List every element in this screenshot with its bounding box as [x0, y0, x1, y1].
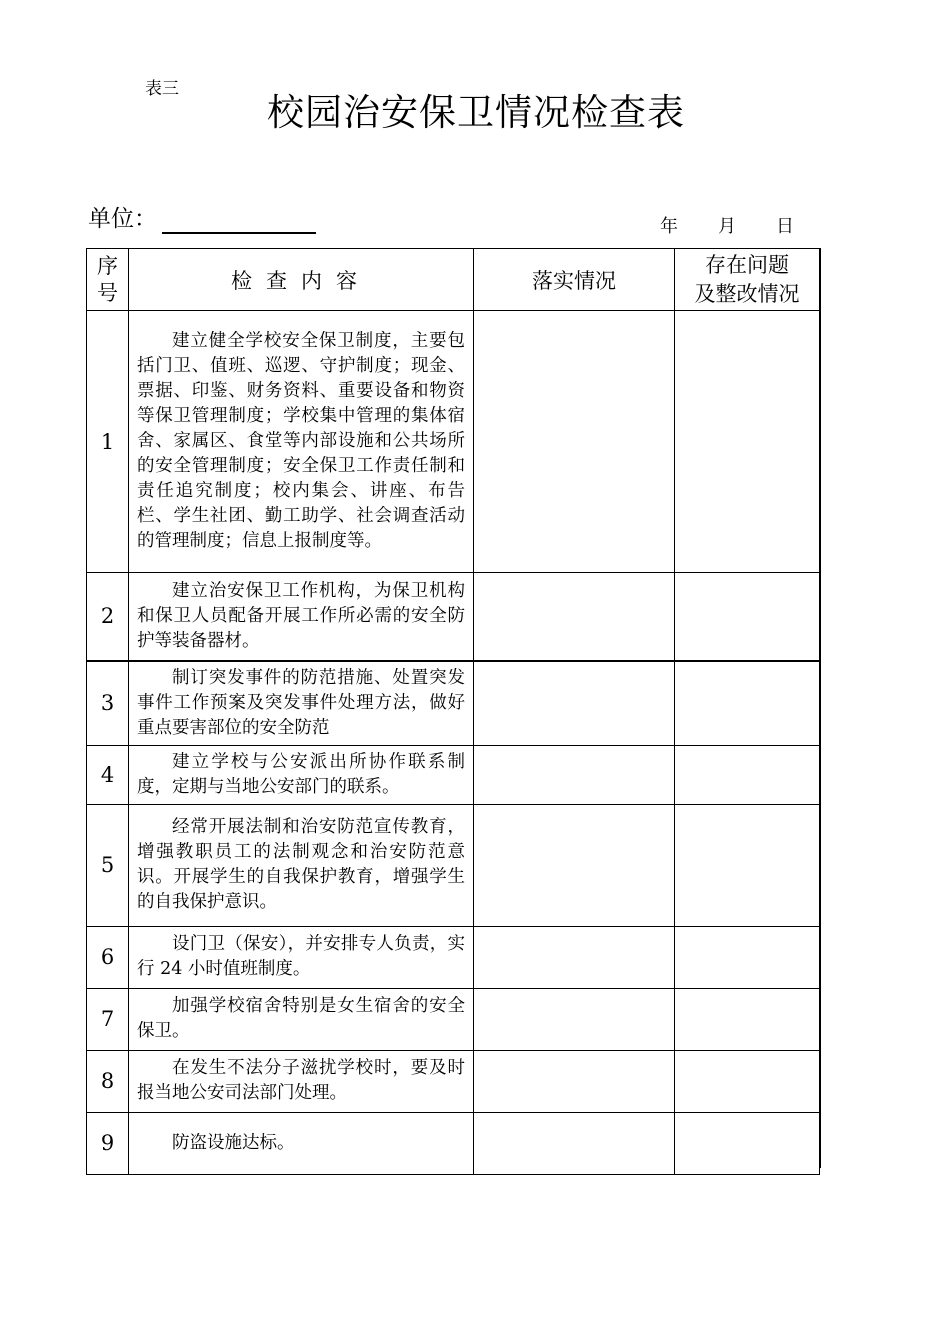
row-content-text: 防盗设施达标。	[172, 1132, 295, 1153]
row-issues-cell[interactable]	[675, 573, 820, 661]
table-header-row	[87, 249, 820, 311]
row-issues-cell[interactable]	[675, 804, 820, 926]
header-issues-line1: 存在问题	[705, 252, 789, 277]
row-seq: 4	[87, 745, 129, 804]
row-issues-cell[interactable]	[675, 1112, 820, 1174]
row-content	[129, 745, 474, 804]
row-content	[129, 1112, 474, 1174]
row-content-text: 加强学校宿舍特别是女生宿舍的安全保卫。	[137, 996, 465, 1041]
header-seq	[87, 249, 129, 311]
row-seq: 2	[87, 573, 129, 661]
row-issues-cell[interactable]	[675, 988, 820, 1050]
row-content	[129, 311, 474, 573]
row-issues-cell[interactable]	[675, 1050, 820, 1112]
row-status-cell[interactable]	[474, 1050, 675, 1112]
row-seq: 6	[87, 926, 129, 988]
table-label: 表三	[145, 79, 179, 99]
header-status: 落实情况	[474, 249, 675, 311]
row-status-cell[interactable]	[474, 1112, 675, 1174]
table-row	[87, 1112, 820, 1174]
row-status-cell[interactable]	[474, 745, 675, 804]
row-seq: 1	[87, 311, 129, 573]
row-content	[129, 573, 474, 661]
table-row	[87, 804, 820, 926]
row-content-text: 设门卫（保安），并安排专人负责，实行 24 小时值班制度。	[137, 934, 465, 979]
row-seq: 3	[87, 661, 129, 746]
header-seq-line2: 号	[97, 280, 118, 305]
row-content-text: 建立健全学校安全保卫制度，主要包括门卫、值班、巡逻、守护制度；现金、票据、印鉴、财务资料、重要设备和物资等保卫管理制度；学校集中管理的集体宿舍、家属区、食堂等内部设施和公共场所的安全管理制度；安全保卫工作责任制和责任追究制度；校内集会、讲座、布告栏、学生社团、勤工助学、社会调查活动的管理制度；信息上报制度等。	[137, 331, 465, 551]
row-content-text: 制订突发事件的防范措施、处置突发事件工作预案及突发事件处理方法，做好重点要害部位的安全防范	[137, 667, 465, 738]
table-row	[87, 1050, 820, 1112]
row-status-cell[interactable]	[474, 804, 675, 926]
row-content-text: 经常开展法制和治安防范宣传教育，增强教职员工的法制观念和治安防范意识。开展学生的自我保护教育，增强学生的自我保护意识。	[137, 817, 465, 912]
row-status-cell[interactable]	[474, 311, 675, 573]
row-content	[129, 988, 474, 1050]
date-year-label: 年	[660, 216, 678, 237]
row-issues-cell[interactable]	[675, 926, 820, 988]
row-issues-cell[interactable]	[675, 745, 820, 804]
row-status-cell[interactable]	[474, 926, 675, 988]
header-issues	[675, 249, 820, 311]
row-seq: 7	[87, 988, 129, 1050]
date-day-label: 日	[776, 216, 794, 237]
table-row	[87, 311, 820, 573]
page-title	[0, 82, 950, 136]
row-issues-cell[interactable]	[675, 311, 820, 573]
row-status-cell[interactable]	[474, 573, 675, 661]
row-seq: 5	[87, 804, 129, 926]
row-seq: 8	[87, 1050, 129, 1112]
table-right-border	[819, 248, 821, 1168]
row-status-cell[interactable]	[474, 988, 675, 1050]
unit-label: 单位：	[88, 206, 157, 232]
inspection-table	[86, 248, 820, 1175]
date-month-label: 月	[718, 216, 736, 237]
table-row	[87, 745, 820, 804]
unit-fill-line[interactable]	[162, 232, 316, 234]
row-content	[129, 1050, 474, 1112]
table-row	[87, 926, 820, 988]
row-content-text: 在发生不法分子滋扰学校时，要及时报当地公安司法部门处理。	[137, 1058, 465, 1103]
row-issues-cell[interactable]	[675, 661, 820, 746]
row-seq: 9	[87, 1112, 129, 1174]
page-title-text: 校园治安保卫情况检查表	[267, 91, 685, 134]
header-seq-line1: 序	[97, 253, 118, 278]
row-content-text: 建立学校与公安派出所协作联系制度，定期与当地公安部门的联系。	[137, 751, 465, 797]
header-content: 检查内容	[129, 249, 474, 311]
header-issues-line2: 及整改情况	[694, 281, 800, 306]
row-content	[129, 804, 474, 926]
table-row	[87, 661, 820, 746]
row-content-text: 建立治安保卫工作机构，为保卫机构和保卫人员配备开展工作所必需的安全防护等装备器材。	[137, 580, 465, 651]
table-row	[87, 573, 820, 661]
row-content	[129, 926, 474, 988]
table-row	[87, 988, 820, 1050]
row-status-cell[interactable]	[474, 661, 675, 746]
row-content	[129, 661, 474, 746]
